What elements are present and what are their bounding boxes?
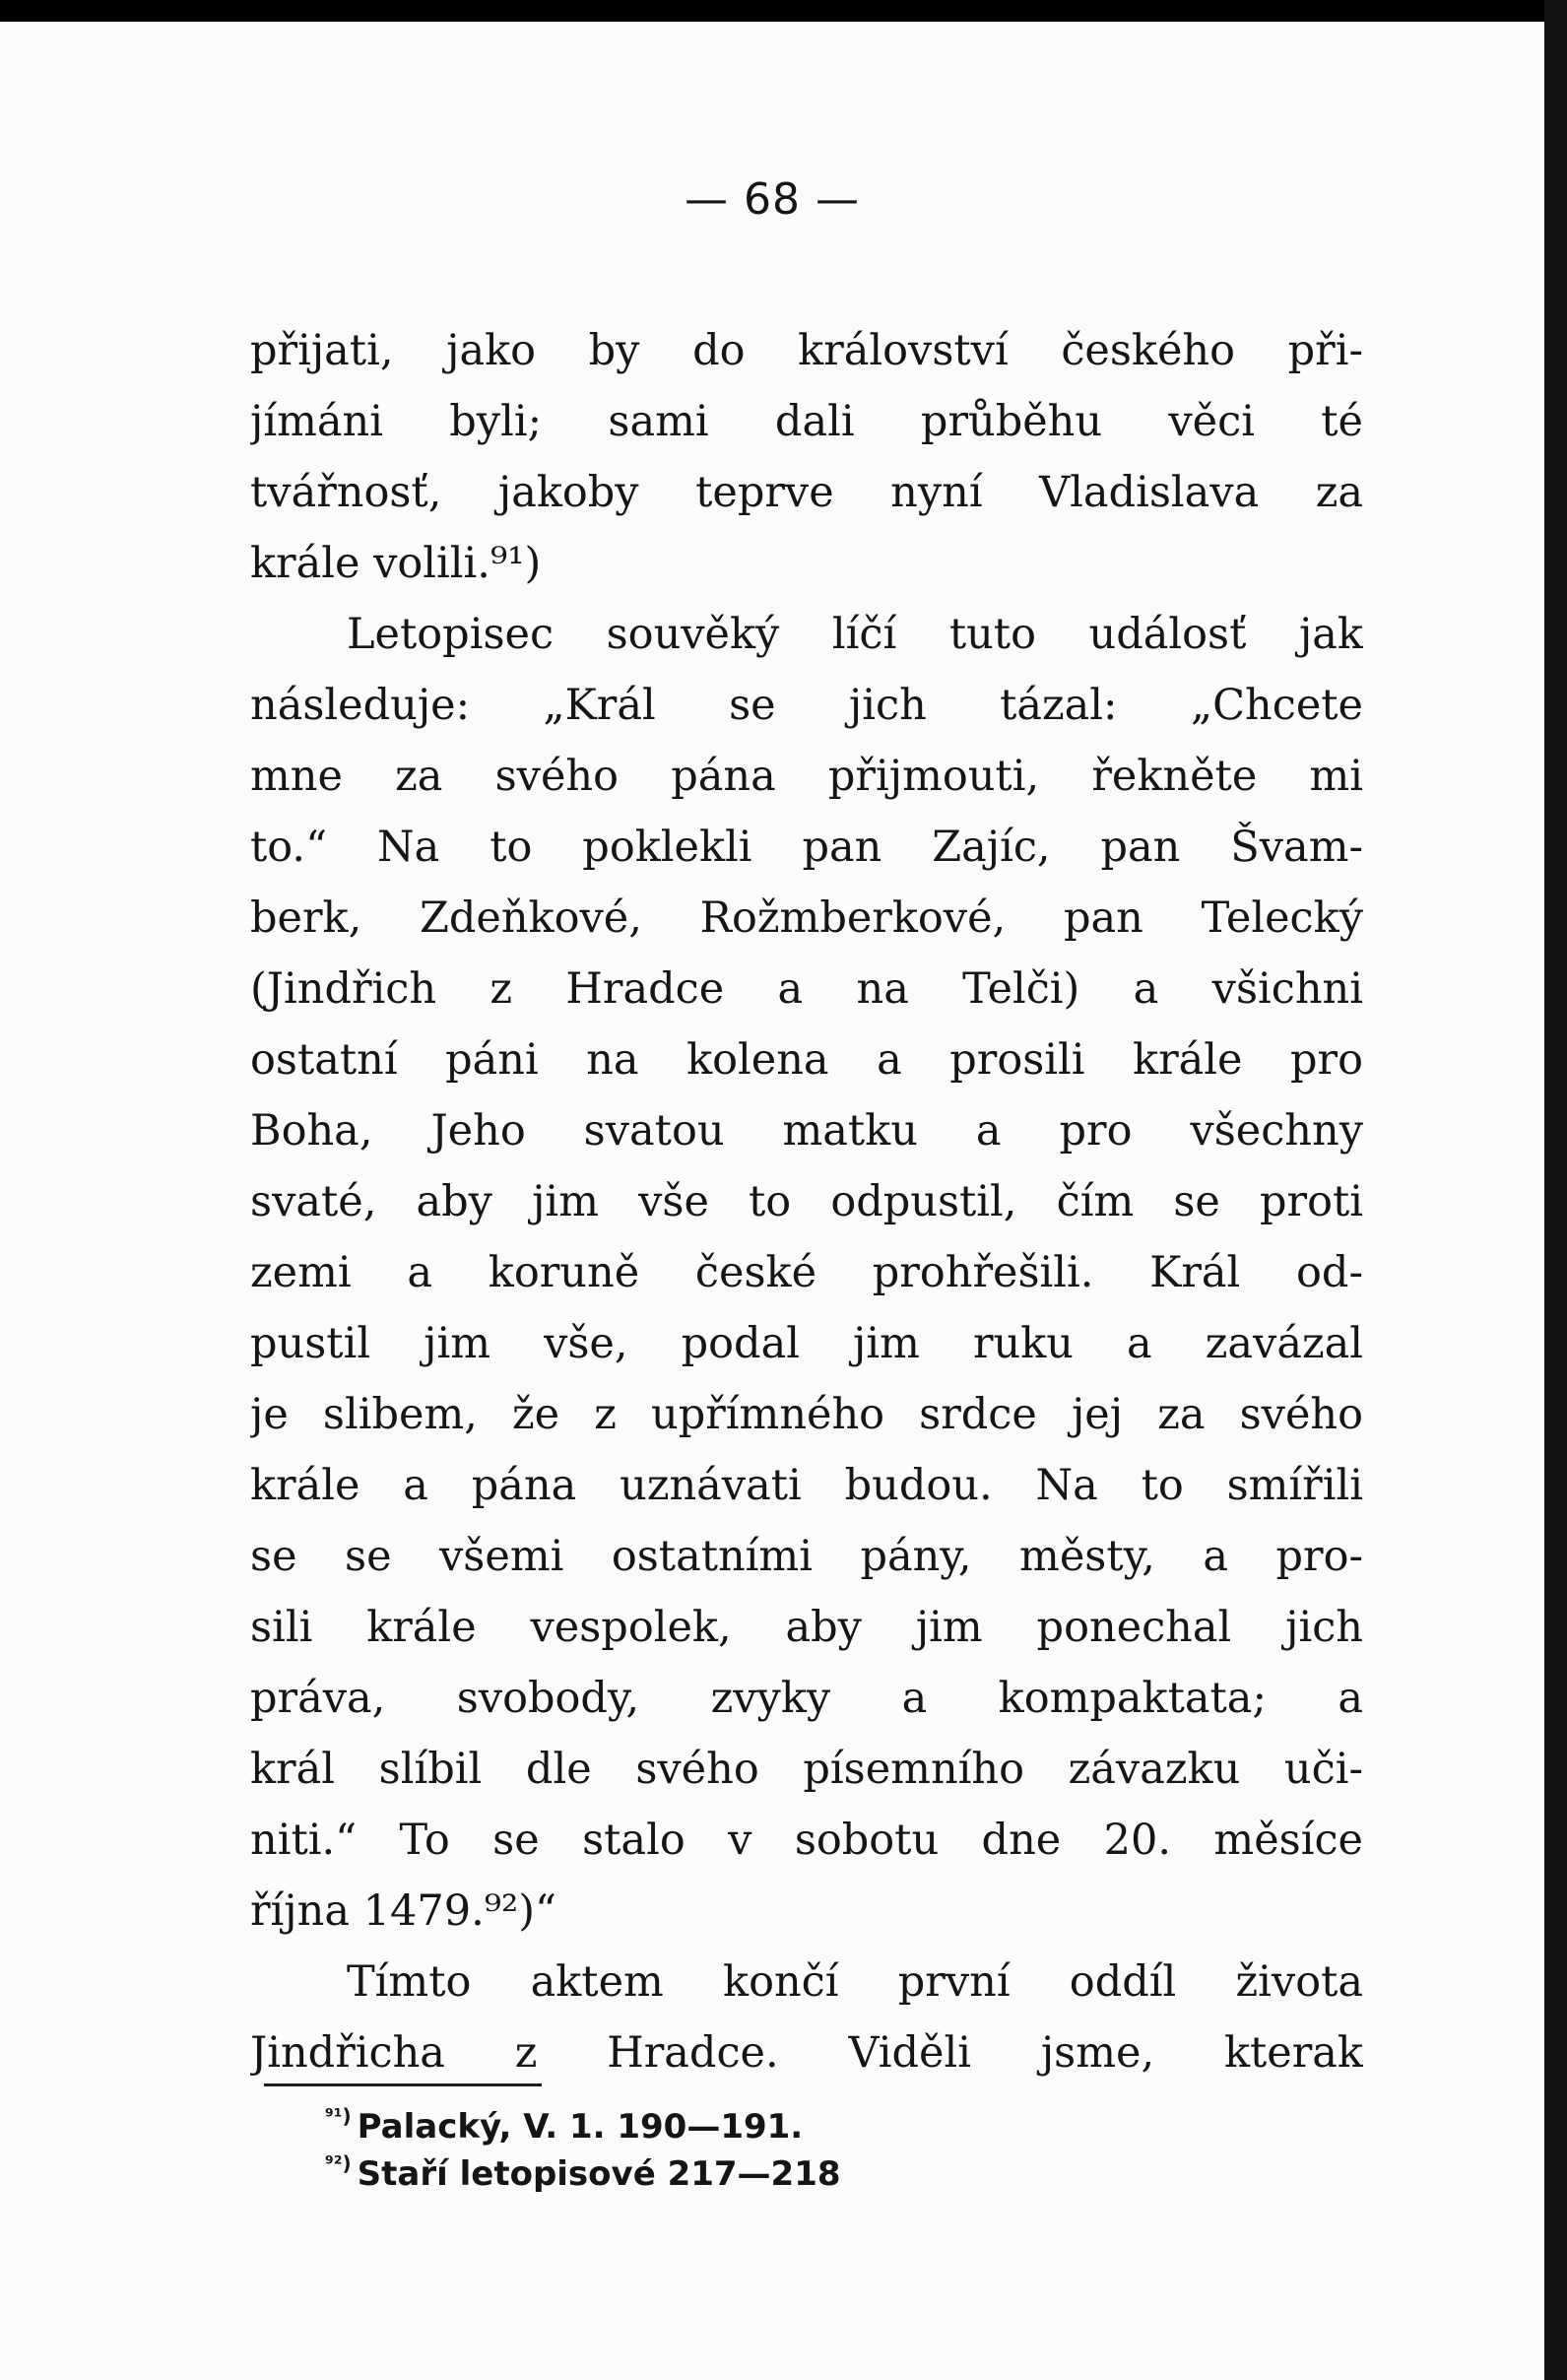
- text-line: krále volili.⁹¹): [250, 539, 542, 588]
- text-line: berk, Zdeňkové, Rožmberkové, pan Telecký: [250, 893, 1363, 943]
- footnote: [325, 2103, 1014, 2150]
- footnote: [325, 2150, 1014, 2198]
- footnote-mark: ⁹¹): [325, 2104, 352, 2128]
- text-line: tvářnosť, jakoby teprve nyní Vladislava za: [250, 468, 1363, 517]
- footnotes: [325, 2103, 1014, 2198]
- paragraph: [250, 599, 1363, 1947]
- text-line: jímáni byli; sami dali průběhu věci té: [250, 397, 1363, 446]
- footnote-separator: [264, 2083, 542, 2086]
- text-line: král slíbil dle svého písemního závazku uči-: [250, 1745, 1363, 1794]
- text-line: října 1479.⁹²)“: [250, 1886, 556, 1936]
- paragraph: [250, 1947, 1363, 2088]
- text-line: svaté, aby jim vše to odpustil, čím se proti: [250, 1177, 1363, 1226]
- book-page: [0, 22, 1544, 2380]
- text-line: krále a pána uznávati budou. Na to smířili: [250, 1461, 1363, 1510]
- text-line: Boha, Jeho svatou matku a pro všechny: [250, 1106, 1363, 1156]
- text-line: Tímto aktem končí první oddíl života: [347, 1957, 1363, 2007]
- text-line: následuje: „Král se jich tázal: „Chcete: [250, 681, 1363, 730]
- footnote-mark: ⁹²): [325, 2151, 352, 2175]
- page-number: — 68 —: [685, 174, 860, 225]
- text-line: ostatní páni na kolena a prosili krále pro: [250, 1035, 1363, 1085]
- text-line: přijati, jako by do království českého při-: [250, 326, 1363, 375]
- paragraph: [250, 315, 1363, 599]
- text-line: se se všemi ostatními pány, městy, a pro-: [250, 1532, 1363, 1581]
- text-line: práva, svobody, zvyky a kompaktata; a: [250, 1674, 1363, 1723]
- body-text: [250, 315, 1363, 2088]
- text-line: Jindřicha z Hradce. Viděli jsme, kterak: [250, 2028, 1363, 2078]
- text-line: (Jindřich z Hradce a na Telči) a všichni: [250, 964, 1363, 1014]
- text-line: je slibem, že z upřímného srdce jej za svého: [250, 1390, 1363, 1439]
- text-line: to.“ Na to poklekli pan Zajíc, pan Švam-: [250, 823, 1363, 872]
- text-line: sili krále vespolek, aby jim ponechal jich: [250, 1603, 1363, 1652]
- text-line: mne za svého pána přijmouti, řekněte mi: [250, 752, 1363, 801]
- footnote-text: Staří letopisové 217—218: [357, 2154, 841, 2194]
- text-line: pustil jim vše, podal jim ruku a zavázal: [250, 1319, 1363, 1368]
- text-line: zemi a koruně české prohřešili. Král od-: [250, 1248, 1363, 1297]
- scan-edge: [1544, 0, 1567, 2380]
- text-line: niti.“ To se stalo v sobotu dne 20. měsíce: [250, 1816, 1363, 1865]
- footnote-text: Palacký, V. 1. 190—191.: [357, 2107, 804, 2147]
- text-line: Letopisec souvěký líčí tuto událosť jak: [347, 610, 1363, 659]
